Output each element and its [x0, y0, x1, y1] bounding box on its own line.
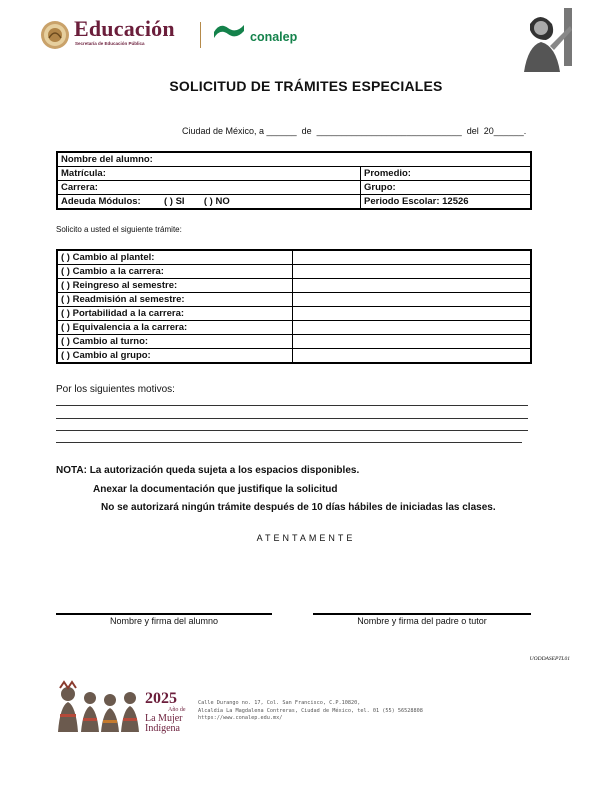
carrera-field[interactable]: Carrera:: [57, 181, 361, 195]
footer-mujer-line2: Indígena: [145, 723, 180, 734]
nota-label: NOTA:: [56, 465, 87, 476]
page-title: SOLICITUD DE TRÁMITES ESPECIALES: [169, 78, 443, 94]
nombre-field[interactable]: Nombre del alumno:: [57, 152, 531, 167]
matricula-field[interactable]: Matrícula:: [57, 167, 361, 181]
table-row: [57, 279, 531, 293]
nota-line-1: [56, 465, 359, 476]
table-row: [57, 250, 531, 265]
table-row: [57, 293, 531, 307]
tramite-option[interactable]: ( ) Cambio al grupo:: [57, 349, 293, 364]
tramite-option[interactable]: ( ) Reingreso al semestre:: [57, 279, 293, 293]
tramite-detail-field[interactable]: [293, 250, 532, 265]
adeuda-no-checkbox[interactable]: ( ) NO: [203, 196, 230, 207]
student-signature-label: Nombre y firma del alumno: [109, 616, 219, 626]
tramite-detail-field[interactable]: [293, 335, 532, 349]
promedio-field[interactable]: Promedio:: [361, 167, 532, 181]
tramite-detail-field[interactable]: [293, 279, 532, 293]
tramite-detail-field[interactable]: [293, 307, 532, 321]
tramite-option[interactable]: ( ) Readmisión al semestre:: [57, 293, 293, 307]
address-line-1: Calle Durango no. 17, Col. San Francisco, C.P.10820,: [198, 700, 361, 706]
periodo-escolar: Periodo Escolar: 12526: [361, 195, 532, 210]
tramite-detail-field[interactable]: [293, 349, 532, 364]
grupo-field[interactable]: Grupo:: [361, 181, 532, 195]
tramites-table: [56, 249, 532, 364]
sep-seal-icon: [40, 20, 70, 50]
tramite-option[interactable]: ( ) Portabilidad a la carrera:: [57, 307, 293, 321]
table-row: [57, 349, 531, 364]
partner-logo-text: conalep: [250, 30, 298, 44]
indigenous-women-illustration-icon: [54, 680, 142, 732]
atentamente: ATENTAMENTE: [256, 533, 356, 543]
tramite-option[interactable]: ( ) Cambio a la carrera:: [57, 265, 293, 279]
adeuda-label: Adeuda Módulos:: [61, 196, 141, 207]
motivos-line[interactable]: [56, 430, 528, 431]
tramite-detail-field[interactable]: [293, 321, 532, 335]
table-row: [57, 335, 531, 349]
solicito-text: Solicito a usted el siguiente trámite:: [56, 225, 182, 234]
footer-address: [198, 700, 423, 723]
motivos-label: Por los siguientes motivos:: [56, 384, 175, 395]
tramite-detail-field[interactable]: [293, 265, 532, 279]
table-row: [57, 321, 531, 335]
footer-mujer-line1: La Mujer: [145, 713, 183, 724]
tramite-option[interactable]: ( ) Cambio al turno:: [57, 335, 293, 349]
motivos-line[interactable]: [56, 418, 528, 419]
student-signature-line[interactable]: [56, 613, 272, 615]
footer-year: 2025: [145, 690, 177, 707]
parent-signature-label: Nombre y firma del padre o tutor: [357, 616, 487, 626]
address-url[interactable]: https://www.conalep.edu.mx/: [198, 715, 283, 721]
nota-text-1: La autorización queda sujeta a los espacios disponibles.: [89, 465, 360, 476]
document-code: UODDASEPTL01: [529, 656, 570, 662]
tramite-option[interactable]: ( ) Equivalencia a la carrera:: [57, 321, 293, 335]
footer-year-sub: Año de: [168, 707, 186, 713]
footer-mujer-indigena: [145, 714, 183, 734]
header-divider: [200, 22, 201, 48]
motivos-line[interactable]: [56, 405, 528, 406]
motivos-line[interactable]: [56, 442, 522, 443]
tramite-detail-field[interactable]: [293, 293, 532, 307]
brand-subtitle: Secretaría de Educación Pública: [75, 41, 145, 46]
tramite-option[interactable]: ( ) Cambio al plantel:: [57, 250, 293, 265]
nota-text-3: No se autorizará ningún trámite después de 10 días hábiles de iniciadas las clases.: [101, 502, 496, 513]
address-line-2: Alcaldía La Magdalena Contreras, Ciudad de México, tel. 01 (55) 56528808: [198, 707, 423, 714]
date-line: Ciudad de México, a ______ de _____________________________ del 20______.: [182, 126, 527, 136]
nota-text-2: Anexar la documentación que justifique la solicitud: [93, 484, 338, 495]
student-info-table: [56, 151, 532, 210]
conalep-logo-icon: [212, 22, 246, 42]
heroine-illustration-icon: [510, 6, 576, 72]
brand-title: Educación: [74, 16, 175, 41]
adeuda-si-checkbox[interactable]: ( ) SI: [163, 196, 185, 207]
table-row: [57, 307, 531, 321]
table-row: [57, 265, 531, 279]
adeuda-modulos-field: [57, 195, 361, 210]
parent-signature-line[interactable]: [313, 613, 531, 615]
